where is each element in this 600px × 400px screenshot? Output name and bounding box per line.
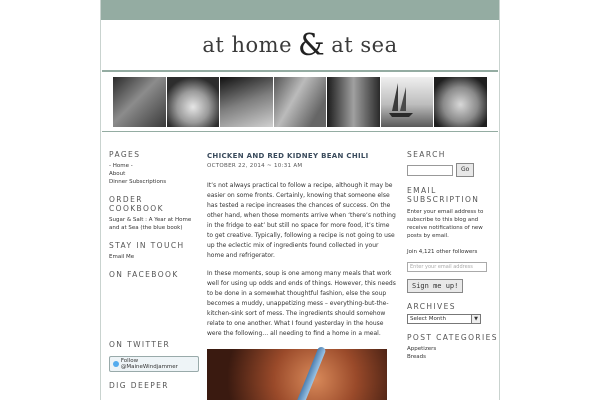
facebook-heading: ON FACEBOOK (109, 270, 179, 279)
post-image-chili (207, 349, 387, 400)
followers-count: Join 4,121 other followers (407, 249, 478, 255)
archives-select[interactable] (407, 314, 481, 324)
post-title[interactable]: CHICKEN AND RED KIDNEY BEAN CHILI (207, 152, 369, 160)
photo-schooner (381, 77, 434, 127)
site-header (101, 20, 499, 70)
main-content (199, 150, 397, 400)
search-heading: SEARCH (407, 150, 446, 159)
category-breads[interactable]: Breads (407, 354, 427, 360)
email-field[interactable]: Enter your email address (407, 262, 487, 272)
page-container (100, 0, 500, 400)
twitter-heading: ON TWITTER (109, 340, 171, 349)
post-paragraph-2: In these moments, soup is one among many meals that work well for using up odds and ends of things. However, this needs to be done in a somewhat thoughtful fashion, else the soup becomes a muddy, unappetizing mess – everything-but-the-kitchen-sink sort of mess. The ingredients should somehow relate to one another. What I found yesterday in the house were the following… all needing to find a home in a meal. (207, 270, 396, 337)
sign-up-button[interactable]: Sign me up! (407, 279, 463, 293)
site-title-left: at home (202, 33, 293, 57)
pages-item-about[interactable]: About (109, 171, 126, 177)
photo-whisk-bowl (167, 77, 220, 127)
photo-jar (434, 77, 487, 127)
pages-heading: PAGES (109, 150, 141, 159)
category-appetizers[interactable]: Appetizers (407, 346, 437, 352)
right-sidebar (397, 150, 499, 400)
order-cookbook-link[interactable]: Sugar & Salt : A Year at Home and at Sea (the blue book) (109, 217, 192, 231)
email-subscription-heading: EMAIL SUBSCRIPTION (407, 186, 480, 204)
header-photo-strip (113, 77, 487, 127)
photo-hands (220, 77, 273, 127)
twitter-bird-icon (113, 361, 119, 367)
pages-item-dinner[interactable]: Dinner Subscriptions (109, 179, 167, 185)
header-divider (102, 70, 498, 72)
twitter-follow-button[interactable] (109, 356, 199, 372)
post-paragraph-1: It’s not always practical to follow a recipe, although it may be easier on some fronts. Certainly, knowing that someone else has tested a recipe increases the chances of success. On the other hand, when those moments arrive when ‘there’s nothing in the fridge to eat’ but still no space for more food, it’s time to get creative. Typically, following a recipe is not going to use up the eclectic mix of ingredients found collected in your home and refrigerator. (207, 182, 396, 259)
left-sidebar (101, 150, 199, 400)
search-input[interactable] (407, 165, 453, 176)
archives-heading: ARCHIVES (407, 302, 456, 311)
email-me-link[interactable]: Email Me (109, 254, 135, 260)
content-columns (101, 132, 499, 400)
order-cookbook-heading: ORDER COOKBOOK (109, 195, 164, 213)
twitter-follow-label: Follow @MaineWindjammer (120, 358, 178, 370)
facebook-widget (109, 282, 199, 340)
post-date[interactable]: OCTOBER 22, 2014 ~ 10:31 AM (207, 163, 303, 169)
site-title-right: at sea (331, 33, 398, 57)
stay-in-touch-heading: STAY IN TOUCH (109, 241, 185, 250)
top-bar (101, 0, 499, 20)
dig-deeper-heading: DIG DEEPER (109, 381, 169, 390)
photo-cook (113, 77, 166, 127)
ampersand-logo: & (298, 27, 326, 63)
site-title[interactable] (202, 28, 397, 63)
search-form (407, 163, 499, 177)
pages-item-home[interactable]: - Home - (109, 163, 133, 169)
post-categories-heading: POST CATEGORIES (407, 333, 498, 342)
photo-dough (274, 77, 327, 127)
search-go-button[interactable]: Go (456, 163, 474, 177)
email-subscription-text: Enter your email address to subscribe to this blog and receive notifications of new posts by email. (407, 209, 484, 239)
spoon-handle (285, 346, 326, 400)
chevron-down-icon: ▼ (471, 315, 480, 323)
archives-select-value: Select Month (410, 316, 446, 322)
photo-hands-chopping (327, 77, 380, 127)
